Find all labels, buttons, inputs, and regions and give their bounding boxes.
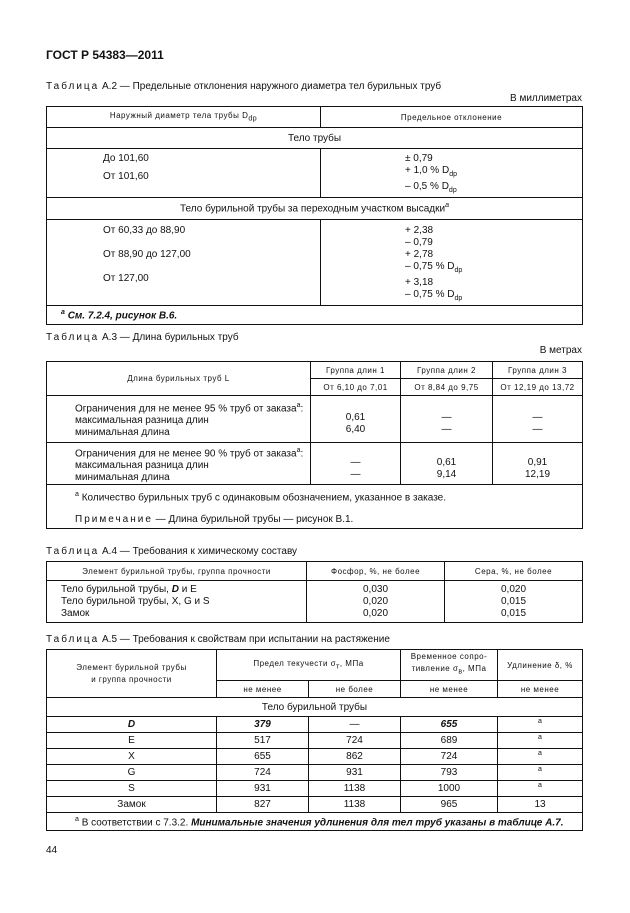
a3-block-90-g3: 0,91 12,19 [493, 443, 583, 485]
a5-head-yield: Предел текучести $\sigma_т$, МПа [217, 650, 401, 681]
a4-phosphorus-values: 0,030 0,020 0,020 [307, 581, 445, 623]
a5-head-tensile: Временное сопро- тивление $\sigma_в$, МПа [401, 650, 498, 681]
table-a2-caption [46, 81, 441, 92]
a2-sizes-2: От 60,33 до 88,90 От 88,90 до 127,00 От 127,00 [47, 220, 321, 306]
a2-footnote: $^a$ См. 7.2.4, рисунок В.6. [47, 306, 583, 325]
a3-block-90-g2: 0,61 9,14 [401, 443, 493, 485]
table-row: D 379 — 655 $^a$ [47, 717, 583, 733]
a3-range-1: От 6,10 до 7,01 [311, 379, 401, 396]
a2-sizes-1: До 101,60 От 101,60 [47, 149, 321, 198]
a5-head-elongation: Удлинение δ, % [498, 650, 583, 681]
table-row: E 517 724 689 $^a$ [47, 733, 583, 749]
document-header: ГОСТ Р 54383—2011 [46, 48, 164, 62]
table-row: Замок 827 1138 965 13 [47, 797, 583, 813]
page-number: 44 [46, 845, 58, 856]
table-a4-caption: Таблица А.4 — Требования к химическому составу [46, 546, 298, 557]
a5-footnote: $^a$ В соответствии с 7.3.2. Минимальные значения удлинения для тел труб указаны в таблице А.7. [47, 813, 583, 831]
a2-deviations-1: ± 0,79 + 1,0 % $D_{dp}$ – 0,5 % $D_{dp}$ [321, 149, 583, 198]
a3-block-95-g1: 0,61 6,40 [311, 396, 401, 443]
a3-range-3: От 12,19 до 13,72 [493, 379, 583, 396]
a4-elements: Тело бурильной трубы, D и E Тело бурильной трубы, X, G и S Замок [47, 581, 307, 623]
a3-head-group-1: Группа длин 1 [311, 362, 401, 379]
a3-notes: $^a$ Количество бурильных труб с одинаковым обозначением, указанное в заказе. Примечание — Длина бурильной трубы — рисунок В.1. [47, 485, 583, 529]
a3-block-95-g2: — — [401, 396, 493, 443]
a3-head-group-3: Группа длин 3 [493, 362, 583, 379]
table-a2-title: А.2 — Предельные отклонения наружного диаметра тел бурильных труб [102, 81, 442, 92]
a3-block-90: Ограничения для не менее 90 % труб от заказа$^a$: максимальная разница длин минимальная длина [47, 443, 311, 485]
table-a2-unit: В миллиметрах [510, 93, 582, 104]
a5-sub-min-tensile: не менее [401, 681, 498, 698]
table-row: S 931 1138 1000 $^a$ [47, 781, 583, 797]
table-label: Таблица [46, 81, 100, 92]
a2-head-diameter: Наружный диаметр тела трубы $D_{dp}$ [47, 107, 321, 128]
a3-range-2: От 8,84 до 9,75 [401, 379, 493, 396]
table-a4 [46, 561, 583, 623]
a2-deviations-2: + 2,38 – 0,79 + 2,78 – 0,75 % $D_{dp}$ + 3,18 – 0,75 % $D_{dp}$ [321, 220, 583, 306]
a5-section-pipe-body: Тело бурильной трубы [47, 698, 583, 717]
table-row: G 724 931 793 $^a$ [47, 765, 583, 781]
a3-block-95: Ограничения для не менее 95 % труб от заказа$^a$: максимальная разница длин минимальная длина [47, 396, 311, 443]
table-a2 [46, 106, 583, 325]
table-a5 [46, 649, 583, 831]
a4-head-element: Элемент бурильной трубы, группа прочности [47, 562, 307, 581]
table-a3-caption: Таблица А.3 — Длина бурильных труб [46, 332, 239, 343]
a3-block-95-g3: — — [493, 396, 583, 443]
a3-block-90-g1: — — [311, 443, 401, 485]
a3-head-length: Длина бурильных труб L [47, 362, 311, 396]
a2-head-deviation: Предельное отклонение [321, 107, 583, 128]
a5-head-element: Элемент бурильной трубы и группа прочности [47, 650, 217, 698]
table-row: X 655 862 724 $^a$ [47, 749, 583, 765]
a4-head-sulfur: Сера, %, не более [445, 562, 583, 581]
a5-sub-min-elong: не менее [498, 681, 583, 698]
a5-sub-min-yield: не менее [217, 681, 309, 698]
a5-sub-max-yield: не более [309, 681, 401, 698]
a2-section-pipe-body: Тело трубы [47, 128, 583, 149]
table-a3 [46, 361, 583, 529]
a4-sulfur-values: 0,020 0,015 0,015 [445, 581, 583, 623]
a2-section-upset: Тело бурильной трубы за переходным участком высадки$^a$ [47, 198, 583, 220]
table-a5-caption: Таблица А.5 — Требования к свойствам при испытании на растяжение [46, 634, 390, 645]
table-a3-unit: В метрах [539, 345, 582, 356]
a4-head-phosphorus: Фосфор, %, не более [307, 562, 445, 581]
a3-head-group-2: Группа длин 2 [401, 362, 493, 379]
